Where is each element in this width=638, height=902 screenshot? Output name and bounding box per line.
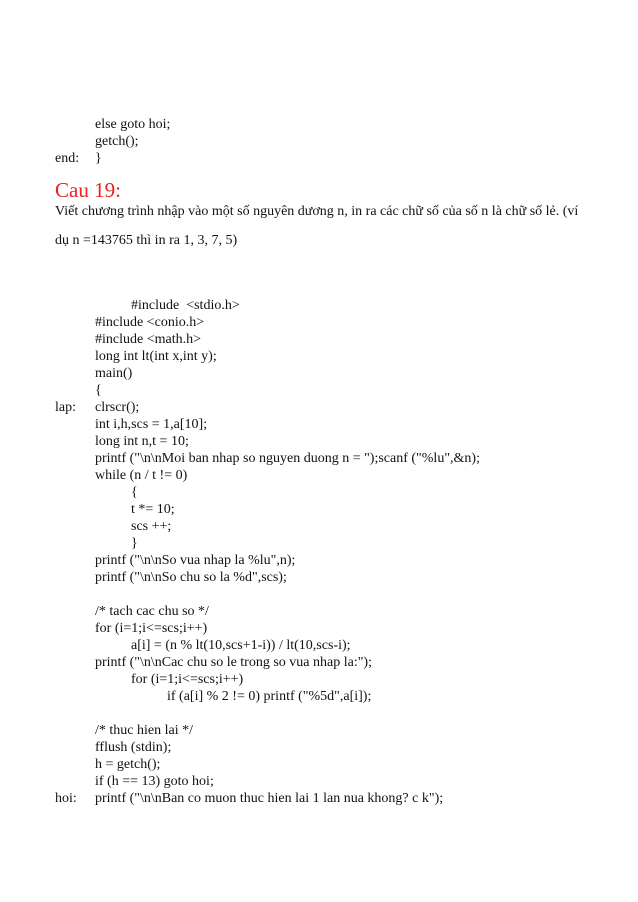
code-line: long int n,t = 10; bbox=[95, 434, 189, 449]
code-line: while (n / t != 0) bbox=[95, 468, 188, 483]
code-line: scs ++; bbox=[131, 519, 172, 534]
code-line-close-brace: } bbox=[95, 151, 102, 166]
code-line: printf ("\n\nSo chu so la %d",scs); bbox=[95, 570, 287, 585]
code-line: int i,h,scs = 1,a[10]; bbox=[95, 417, 208, 432]
code-line: printf ("\n\nBan co muon thuc hien lai 1 lan nua khong? c k"); bbox=[95, 791, 444, 806]
code-line: for (i=1;i<=scs;i++) bbox=[95, 621, 208, 636]
code-line-else-goto: else goto hoi; bbox=[95, 117, 171, 132]
description-line-1: Viết chương trình nhập vào một số nguyên dương n, in ra các chữ số của số n là chữ số lẻ. (ví bbox=[55, 204, 579, 219]
section-heading: Cau 19: bbox=[55, 178, 121, 202]
code-line: { bbox=[131, 485, 138, 500]
code-line-getch: getch(); bbox=[95, 134, 139, 149]
code-line: for (i=1;i<=scs;i++) bbox=[131, 672, 244, 687]
label-end: end: bbox=[55, 151, 80, 166]
code-line: h = getch(); bbox=[95, 757, 161, 772]
code-line: { bbox=[95, 383, 102, 398]
code-line: if (h == 13) goto hoi; bbox=[95, 774, 214, 789]
description-line-2: dụ n =143765 thì in ra 1, 3, 7, 5) bbox=[55, 233, 238, 248]
code-comment: /* thuc hien lai */ bbox=[95, 723, 193, 738]
code-line: #include <stdio.h> bbox=[131, 298, 240, 313]
code-line: t *= 10; bbox=[131, 502, 175, 517]
code-line: a[i] = (n % lt(10,scs+1-i)) / lt(10,scs-i); bbox=[131, 638, 351, 653]
code-line: printf ("\n\nMoi ban nhap so nguyen duong n = ");scanf ("%lu",&n); bbox=[95, 451, 480, 466]
code-comment: /* tach cac chu so */ bbox=[95, 604, 209, 619]
code-line: printf ("\n\nSo vua nhap la %lu",n); bbox=[95, 553, 296, 568]
code-line: fflush (stdin); bbox=[95, 740, 172, 755]
code-line: } bbox=[131, 536, 138, 551]
code-line: long int lt(int x,int y); bbox=[95, 349, 217, 364]
code-line: #include <conio.h> bbox=[95, 315, 205, 330]
code-line: clrscr(); bbox=[95, 400, 140, 415]
code-line: printf ("\n\nCac chu so le trong so vua nhap la:"); bbox=[95, 655, 372, 670]
code-line: #include <math.h> bbox=[95, 332, 201, 347]
code-line: main() bbox=[95, 366, 133, 381]
label-lap: lap: bbox=[55, 400, 76, 415]
code-line: if (a[i] % 2 != 0) printf ("%5d",a[i]); bbox=[167, 689, 372, 704]
label-hoi: hoi: bbox=[55, 791, 77, 806]
